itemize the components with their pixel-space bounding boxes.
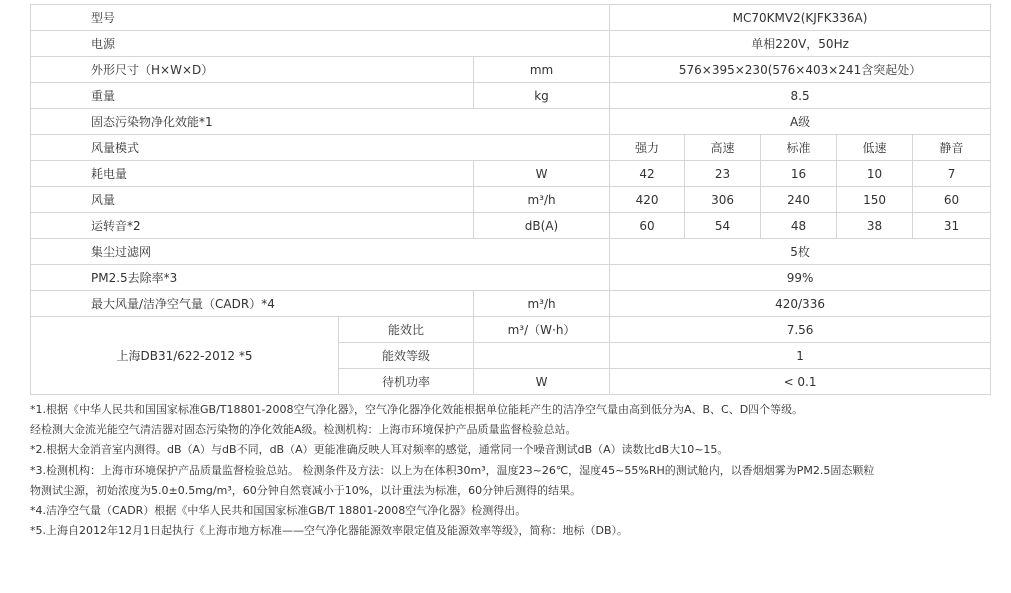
- table-cell: 38: [837, 213, 913, 239]
- table-row: [31, 291, 991, 317]
- value-efficiency-grade: 1: [610, 343, 991, 369]
- table-row: [31, 5, 991, 31]
- row-label-pm25: PM2.5去除率*3: [31, 265, 610, 291]
- row-label-efficiency: 固态污染物净化效能*1: [31, 109, 610, 135]
- row-label-power: 电源: [31, 31, 610, 57]
- row-label-filter: 集尘过滤网: [31, 239, 610, 265]
- value-efficiency-ratio: 7.56: [610, 317, 991, 343]
- footnote-3-cont: 物测试尘源，初始浓度为5.0±0.5mg/m³，60分钟自然衰减小于10%，以计重法为标准，60分钟后测得的结果。: [30, 483, 582, 497]
- table-cell: 10: [837, 161, 913, 187]
- table-cell: 420: [610, 187, 685, 213]
- unit-dims: mm: [474, 57, 610, 83]
- table-cell: 306: [685, 187, 761, 213]
- row-label-mode: 风量模式: [31, 135, 610, 161]
- table-row: [31, 31, 991, 57]
- row-label-model: 型号: [31, 5, 610, 31]
- mode-standard: 标准: [761, 135, 837, 161]
- mode-quiet: 静音: [913, 135, 991, 161]
- row-label-shanghai: 上海DB31/622-2012 *5: [31, 317, 339, 395]
- row-label-airflow: 风量: [31, 187, 474, 213]
- table-row: [31, 239, 991, 265]
- row-label-noise: 运转音*2: [31, 213, 474, 239]
- mode-low: 低速: [837, 135, 913, 161]
- table-cell: 23: [685, 161, 761, 187]
- footnote-1-cont: 经检测大金流光能空气清洁器对固态污染物的净化效能A级。检测机构：上海市环境保护产品质量监督检验总站。: [30, 423, 577, 437]
- footnote-3: *3.检测机构：上海市环境保护产品质量监督检验总站。 检测条件及方法：以上为在体积30m³，温度23~26℃，湿度45~55%RH的测试舱内，以香烟烟雾为PM2.5固态颗粒: [30, 463, 875, 477]
- mode-high: 高速: [685, 135, 761, 161]
- footnote-2: *2.根据大金消音室内测得。dB（A）与dB不同，dB（A）更能准确反映人耳对频率的感觉，通常同一个噪音测试dB（A）读数比dB大10~15。: [30, 443, 729, 457]
- row-label-consumption: 耗电量: [31, 161, 474, 187]
- value-dims: 576×395×230(576×403×241含突起处）: [610, 57, 991, 83]
- value-weight: 8.5: [610, 83, 991, 109]
- table-cell: 60: [913, 187, 991, 213]
- spec-table: [30, 4, 991, 395]
- row-label-cadr: 最大风量/洁净空气量（CADR）*4: [31, 291, 474, 317]
- unit-airflow: m³/h: [474, 187, 610, 213]
- value-standby-power: < 0.1: [610, 369, 991, 395]
- mode-strong: 强力: [610, 135, 685, 161]
- table-cell: 16: [761, 161, 837, 187]
- footnote-4: *4.洁净空气量（CADR）根据《中华人民共和国国家标准GB/T 18801-2008空气净化器》检测得出。: [30, 504, 527, 518]
- value-model: MC70KMV2(KJFK336A): [610, 5, 991, 31]
- table-cell: 150: [837, 187, 913, 213]
- table-cell: 42: [610, 161, 685, 187]
- value-cadr: 420/336: [610, 291, 991, 317]
- footnote-5: *5.上海自2012年12月1日起执行《上海市地方标准——空气净化器能源效率限定值及能源效率等级》，简称：地标（DB）。: [30, 524, 628, 538]
- row-label-dims: 外形尺寸（H×W×D）: [31, 57, 474, 83]
- unit-efficiency-ratio: m³/（W·h）: [474, 317, 610, 343]
- table-row: [31, 83, 991, 109]
- unit-standby-power: W: [474, 369, 610, 395]
- unit-noise: dB(A): [474, 213, 610, 239]
- label-standby-power: 待机功率: [339, 369, 474, 395]
- unit-cadr: m³/h: [474, 291, 610, 317]
- table-cell: 48: [761, 213, 837, 239]
- table-row: [31, 109, 991, 135]
- table-row: [31, 161, 991, 187]
- footnotes: [30, 400, 990, 541]
- table-row: [31, 187, 991, 213]
- table-cell: 240: [761, 187, 837, 213]
- table-cell: 7: [913, 161, 991, 187]
- table-row: [31, 265, 991, 291]
- table-cell: 54: [685, 213, 761, 239]
- table-cell: 60: [610, 213, 685, 239]
- row-label-weight: 重量: [31, 83, 474, 109]
- unit-consumption: W: [474, 161, 610, 187]
- footnote-1: *1.根据《中华人民共和国国家标准GB/T18801-2008空气净化器》，空气净化器净化效能根据单位能耗产生的洁净空气量由高到低分为A、B、C、D四个等级。: [30, 403, 804, 416]
- table-row: [31, 317, 991, 343]
- table-row: [31, 57, 991, 83]
- value-filter: 5枚: [610, 239, 991, 265]
- label-efficiency-grade: 能效等级: [339, 343, 474, 369]
- unit-weight: kg: [474, 83, 610, 109]
- table-row: [31, 135, 991, 161]
- label-efficiency-ratio: 能效比: [339, 317, 474, 343]
- table-row: [31, 213, 991, 239]
- value-efficiency: A级: [610, 109, 991, 135]
- value-pm25: 99%: [610, 265, 991, 291]
- value-power: 单相220V，50Hz: [610, 31, 991, 57]
- unit-efficiency-grade: [474, 343, 610, 369]
- table-cell: 31: [913, 213, 991, 239]
